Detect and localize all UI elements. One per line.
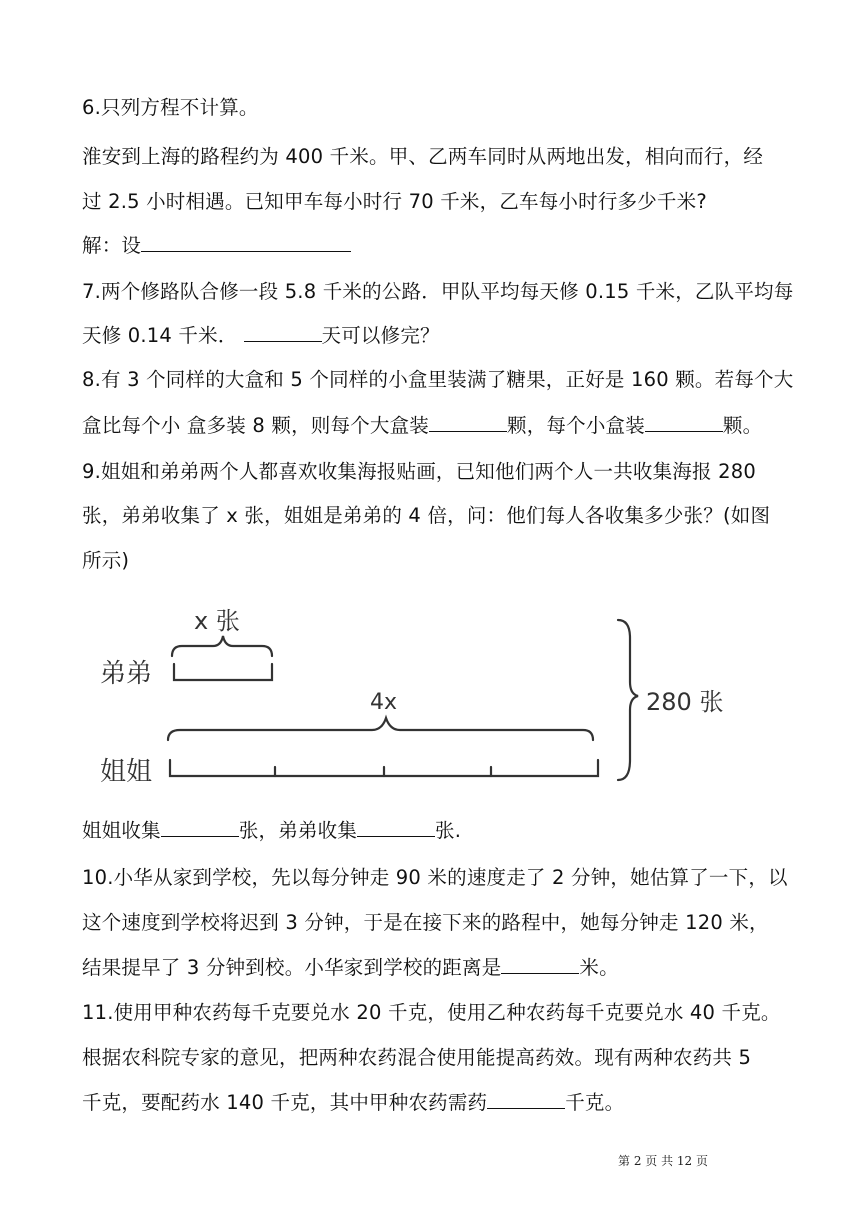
problem-7-line2-b: 天可以修完？ bbox=[321, 324, 440, 347]
answer-blank bbox=[244, 323, 322, 342]
problem-10-line3-b: 米。 bbox=[579, 956, 619, 979]
answer-blank bbox=[161, 818, 239, 837]
problem-11-line1: 11.使用甲种农药每千克要兑水 20 千克，使用乙种农药每千克要兑水 40 千克。 bbox=[82, 1001, 781, 1024]
brother-brace bbox=[172, 636, 272, 656]
problem-6-title: 6.只列方程不计算。 bbox=[82, 96, 259, 119]
sister-amount-label: 4x bbox=[370, 690, 398, 715]
segment-diagram bbox=[0, 590, 860, 800]
answer-blank bbox=[429, 413, 507, 432]
sister-label: 姐姐 bbox=[100, 757, 153, 787]
answer-blank bbox=[141, 233, 351, 252]
problem-6-text-line2: 过 2.5 小时相遇。已知甲车每小时行 70 千米，乙车每小时行多少千米? bbox=[82, 190, 707, 213]
problem-10-line1: 10.小华从家到学校，先以每分钟走 90 米的速度走了 2 分钟，她估算了一下，以 bbox=[82, 866, 788, 889]
problem-11-line2: 根据农科院专家的意见，把两种农药混合使用能提高药效。现有两种农药共 5 bbox=[82, 1046, 752, 1069]
problem-10-line3 bbox=[82, 952, 619, 980]
problem-6-answer bbox=[82, 230, 351, 258]
answer-prefix: 解：设 bbox=[82, 234, 142, 257]
problem-9-line1: 9.姐姐和弟弟两个人都喜欢收集海报贴画，已知他们两个人一共收集海报 280 bbox=[82, 460, 756, 483]
problem-11-line3 bbox=[82, 1087, 624, 1115]
problem-9-answer bbox=[82, 815, 461, 843]
brother-segment bbox=[174, 664, 272, 680]
total-brace bbox=[618, 620, 638, 780]
page-footer: 第 2 页 共 12 页 bbox=[618, 1154, 708, 1168]
problem-9-answer-c: 张. bbox=[435, 819, 462, 842]
answer-blank bbox=[501, 955, 579, 974]
sister-brace bbox=[168, 718, 593, 740]
problem-9-line2: 张，弟弟收集了 x 张，姐姐是弟弟的 4 倍，问：他们每人各收集多少张？(如图 bbox=[82, 504, 771, 527]
problem-9-line3: 所示) bbox=[82, 549, 130, 572]
problem-11-line3-a: 千克，要配药水 140 千克，其中甲种农药需药 bbox=[82, 1091, 488, 1114]
problem-7-line1: 7.两个修路队合修一段 5.8 千米的公路．甲队平均每天修 0.15 千米，乙队平均每 bbox=[82, 280, 794, 303]
total-label: 280 张 bbox=[646, 688, 724, 716]
answer-blank bbox=[487, 1090, 565, 1109]
problem-8-line1: 8.有 3 个同样的大盒和 5 个同样的小盒里装满了糖果，正好是 160 颗。若每个大 bbox=[82, 368, 794, 391]
problem-7-line2 bbox=[82, 320, 440, 348]
answer-blank bbox=[357, 818, 435, 837]
problem-8-line2-b: 颗，每个小盒装 bbox=[507, 414, 645, 437]
problem-10-line2: 这个速度到学校将迟到 3 分钟，于是在接下来的路程中，她每分钟走 120 米， bbox=[82, 911, 769, 934]
problem-10-line3-a: 结果提早了 3 分钟到校。小华家到学校的距离是 bbox=[82, 956, 502, 979]
problem-8-line2-c: 颗。 bbox=[722, 414, 763, 437]
problem-6-text-line1: 淮安到上海的路程约为 400 千米。甲、乙两车同时从两地出发，相向而行，经 bbox=[82, 145, 764, 168]
brother-label: 弟弟 bbox=[100, 659, 153, 689]
problem-8-line2-a: 盒比每个小 盒多装 8 颗，则每个大盒装 bbox=[82, 414, 430, 437]
problem-9-answer-b: 张，弟弟收集 bbox=[238, 819, 358, 842]
problem-9-answer-a: 姐姐收集 bbox=[82, 819, 161, 842]
brother-amount-label: x 张 bbox=[194, 607, 240, 635]
problem-11-line3-b: 千克。 bbox=[565, 1091, 625, 1114]
answer-blank bbox=[645, 413, 723, 432]
problem-8-line2 bbox=[82, 410, 762, 438]
problem-7-line2-a: 天修 0.14 千米． bbox=[82, 324, 238, 347]
